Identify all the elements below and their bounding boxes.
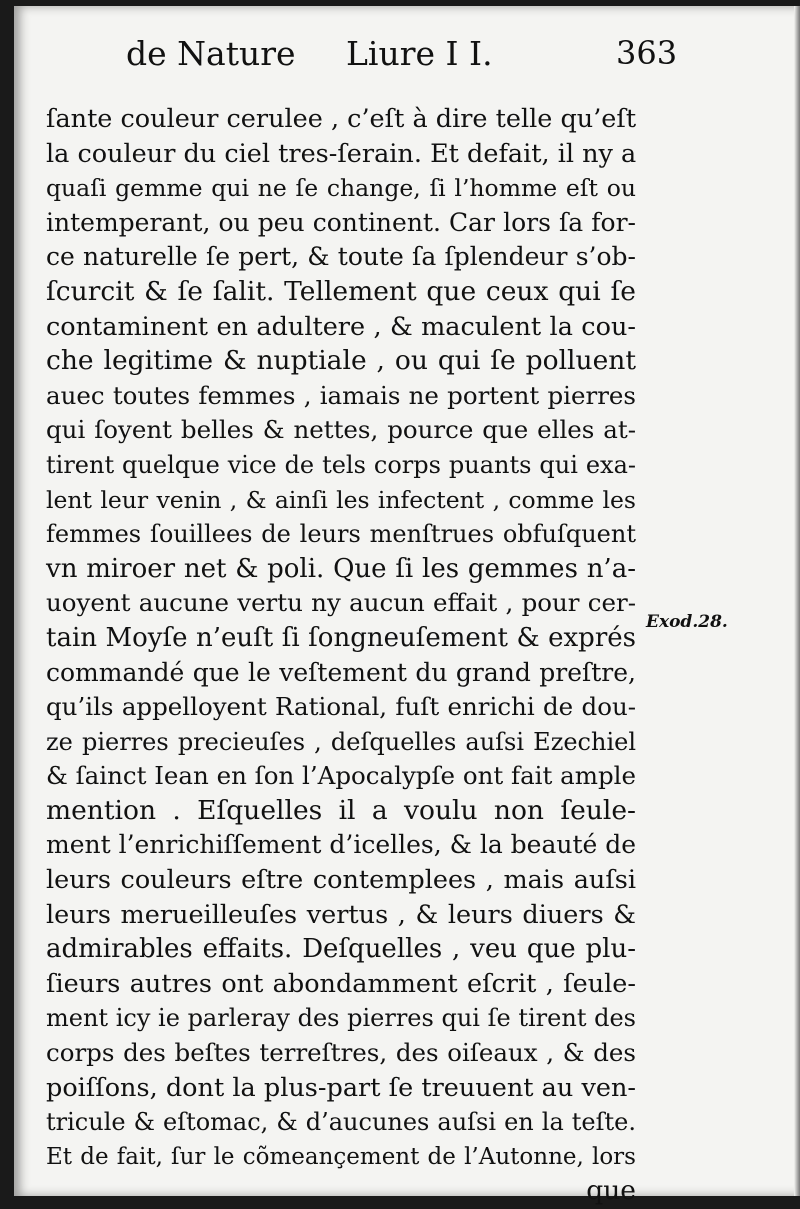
header-book-number: Liure I I. [346,34,493,73]
text-line: contaminent en adultere , & maculent la cou- [46,311,636,342]
body-text [46,102,636,1209]
text-line: leurs couleurs eſtre contemplees , mais auſsi [46,865,636,896]
text-line: ment icy ie parleray des pierres qui ſe tirent des [46,1004,636,1033]
text-line: corps des beſtes terreſtres, des oiſeaux , & des [46,1038,636,1068]
text-line: tricule & eſtomac, & d’aucunes auſsi en la teſte. [46,1108,636,1137]
text-line: tain Moyſe n’euſt ſi ſongneuſement & exprés [46,622,636,653]
text-line: ce naturelle ſe pert, & toute ſa ſplendeur s’ob- [46,242,636,272]
text-line: ſcurcit & ſe ſalit. Tellement que ceux qui ſe [46,275,636,307]
running-header [126,34,686,84]
text-line: admirables effaits. Deſquelles , veu que plu- [46,934,636,965]
text-line: tirent quelque vice de tels corps puants qui exa- [46,450,636,479]
page-number: 363 [616,34,678,72]
text-line: che legitime & nuptiale , ou qui ſe polluent [46,345,636,377]
text-line: ment l’enrichiſſement d’icelles, & la beauté de [46,830,637,860]
header-title-left: de Nature [126,34,296,73]
text-line: ſieurs autres ont abondamment eſcrit , ſeule- [46,968,636,999]
text-line: mention . Eſquelles il a voulu non ſeule- [46,794,636,826]
page-edge-shadow [794,6,800,1196]
text-line: quaſi gemme qui ne ſe change, ſi l’homme eſt ou [46,174,636,203]
text-line: ſante couleur cerulee , c’eſt à dire telle qu’eſt [46,104,637,134]
text-line: ze pierres precieuſes , deſquelles auſsi Ezechiel [46,727,636,756]
text-line: auec toutes femmes , iamais ne portent pierres [46,380,636,410]
text-line: Et de fait, ſur le cõmeançement de l’Autonne, lors [46,1143,636,1170]
text-line: & ſainct Iean en ſon l’Apocalypſe ont fait ample [46,761,636,791]
text-line: uoyent aucune vertu ny aucun effait , pour cer- [46,588,636,618]
text-line: poiſſons, dont la plus-part ſe treuuent au ven- [46,1072,636,1103]
text-line: qui ſoyent belles & nettes, pource que elles at- [46,415,636,445]
margin-note: Exod.28. [646,612,728,632]
text-line: intemperant, ou peu continent. Car lors ſa for- [46,207,636,237]
text-line: vn miroer net & poli. Que ſi les gemmes n’a- [46,553,636,584]
text-line: leurs merueilleuſes vertus , & leurs diuers & [46,899,636,930]
text-line: la couleur du ciel tres-ſerain. Et defait, il ny a [46,138,637,169]
text-line: femmes ſouillees de leurs menſtrues obfuſquent [46,520,636,549]
text-line: qu’ils appelloyent Rational, fuſt enrichi de dou- [46,692,636,722]
book-page [14,6,800,1207]
text-line: lent leur venin , & ainſi les infectent , comme les [46,485,636,514]
catchword: que [586,1175,636,1207]
text-line: commandé que le veſtement du grand preſtre, [46,657,636,687]
